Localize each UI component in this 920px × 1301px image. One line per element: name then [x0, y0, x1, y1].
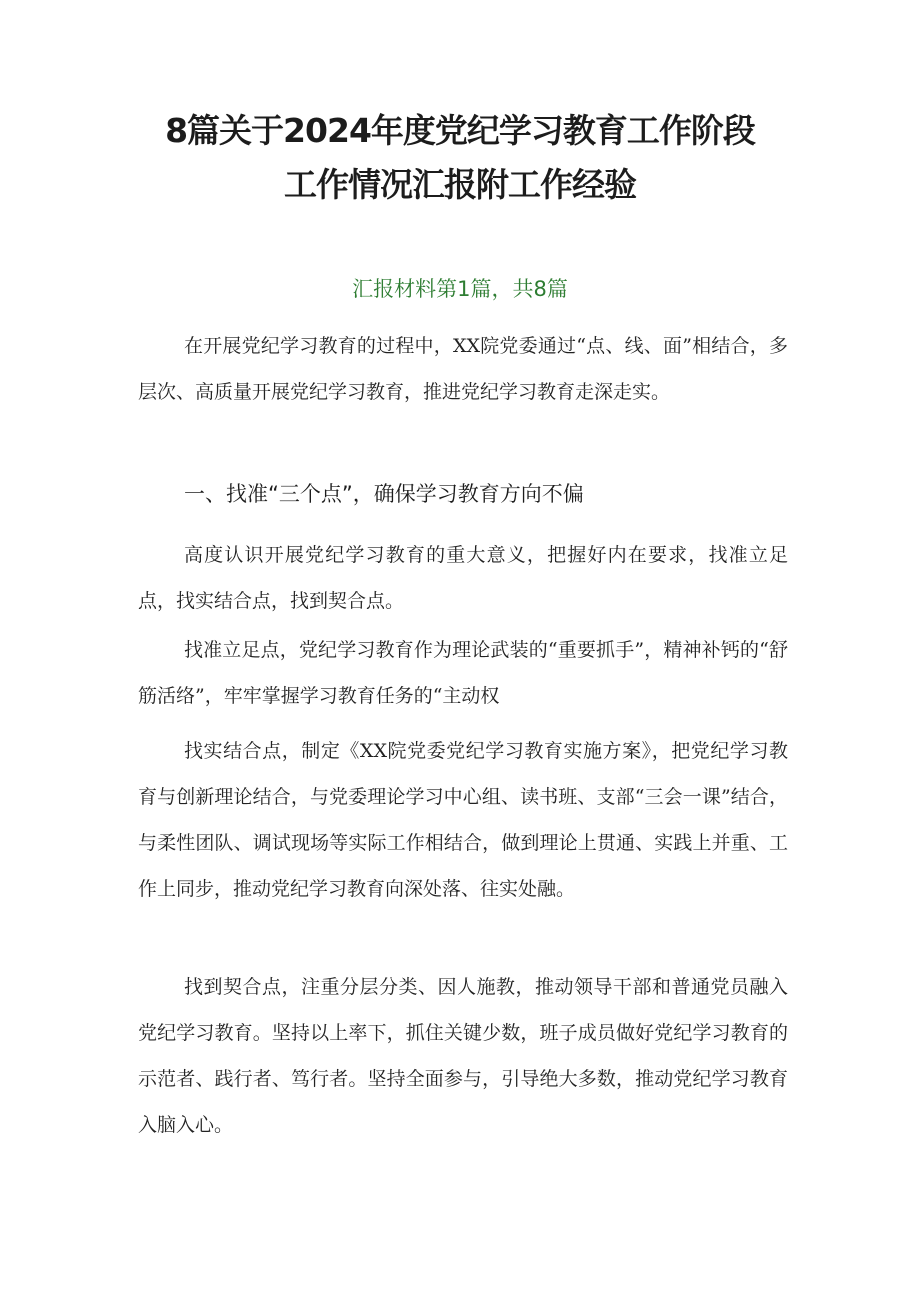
document-title-line-1: 8篇关于2024年度党纪学习教育工作阶段 — [165, 111, 755, 150]
section-heading: 一、找准“三个点”，确保学习教育方向不偏 — [184, 482, 584, 506]
paragraph-fit-point: 找到契合点，注重分层分类、因人施教，推动领导干部和普通党员融入党纪学习教育。坚持以上率下，抓住关键少数，班子成员做好党纪学习教育的示范者、践行者、笃行者。坚持全面参与，引导绝大多数，推动党纪学习教育入脑入心。 — [138, 976, 788, 1136]
document-title — [100, 104, 820, 212]
paragraph-foothold: 找准立足点，党纪学习教育作为理论武装的“重要抓手”，精神补钙的“舒筋活络”，牢牢掌握学习教育任务的“主动权 — [138, 639, 788, 707]
document-subtitle: 汇报材料第1篇，共8篇 — [352, 277, 568, 301]
paragraph-intro: 在开展党纪学习教育的过程中，XX院党委通过“点、线、面”相结合，多层次、高质量开展党纪学习教育，推进党纪学习教育走深走实。 — [138, 335, 788, 403]
document-title-line-2: 工作情况汇报附工作经验 — [284, 165, 636, 204]
paragraph-integration: 找实结合点，制定《XX院党委党纪学习教育实施方案》，把党纪学习教育与创新理论结合，与党委理论学习中心组、读书班、支部“三会一课”结合，与柔性团队、调试现场等实际工作相结合，做到理论上贯通、实践上并重、工作上同步，推动党纪学习教育向深处落、往实处融。 — [138, 740, 788, 900]
paragraph-overview: 高度认识开展党纪学习教育的重大意义，把握好内在要求，找准立足点，找实结合点，找到契合点。 — [138, 544, 788, 612]
